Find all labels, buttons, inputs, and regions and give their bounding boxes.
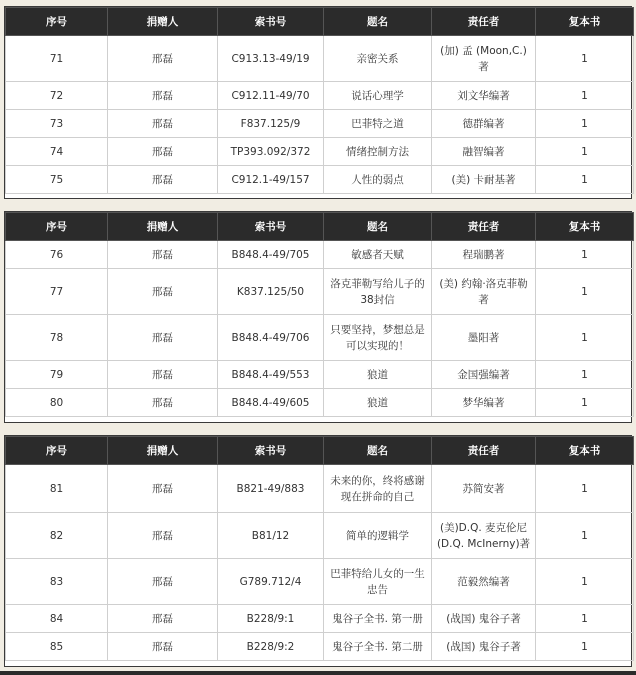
cell-seq: 79 — [6, 361, 108, 389]
cell-title: 洛克菲勒写给儿子的38封信 — [324, 269, 432, 315]
cell-title: 鬼谷子全书. 第一册 — [324, 605, 432, 633]
header-donor: 捐赠人 — [108, 437, 218, 465]
cell-donor: 邢磊 — [108, 269, 218, 315]
cell-call-number: K837.125/50 — [218, 269, 324, 315]
cell-donor: 邢磊 — [108, 465, 218, 513]
cell-donor: 邢磊 — [108, 389, 218, 417]
cell-call-number: C912.1-49/157 — [218, 166, 324, 194]
cell-call-number: B848.4-49/705 — [218, 241, 324, 269]
header-donor: 捐赠人 — [108, 213, 218, 241]
cell-copies: 1 — [536, 559, 634, 605]
cell-title: 亲密关系 — [324, 36, 432, 82]
table-row — [6, 633, 634, 661]
cell-copies: 1 — [536, 315, 634, 361]
cell-seq: 80 — [6, 389, 108, 417]
cell-seq: 77 — [6, 269, 108, 315]
cell-title: 只要坚持，梦想总是可以实现的！ — [324, 315, 432, 361]
cell-call-number: B228/9:1 — [218, 605, 324, 633]
cell-author: (战国) 鬼谷子著 — [432, 605, 536, 633]
cell-call-number: C913.13-49/19 — [218, 36, 324, 82]
cell-call-number: B228/9:2 — [218, 633, 324, 661]
header-author: 责任者 — [432, 213, 536, 241]
table-row — [6, 559, 634, 605]
cell-title: 情绪控制方法 — [324, 138, 432, 166]
header-author: 责任者 — [432, 437, 536, 465]
header-call-number: 索书号 — [218, 213, 324, 241]
cell-call-number: G789.712/4 — [218, 559, 324, 605]
cell-call-number: B848.4-49/553 — [218, 361, 324, 389]
header-row — [6, 213, 634, 241]
cell-author: 范毅然编著 — [432, 559, 536, 605]
cell-author: (战国) 鬼谷子著 — [432, 633, 536, 661]
header-call-number: 索书号 — [218, 437, 324, 465]
cell-author: 金国强编著 — [432, 361, 536, 389]
cell-title: 狼道 — [324, 361, 432, 389]
header-copies: 复本书 — [536, 213, 634, 241]
cell-copies: 1 — [536, 605, 634, 633]
cell-donor: 邢磊 — [108, 559, 218, 605]
table-block-2 — [4, 211, 632, 423]
header-seq: 序号 — [6, 437, 108, 465]
table-row — [6, 361, 634, 389]
header-copies: 复本书 — [536, 8, 634, 36]
cell-donor: 邢磊 — [108, 166, 218, 194]
cell-call-number: F837.125/9 — [218, 110, 324, 138]
cell-copies: 1 — [536, 110, 634, 138]
cell-copies: 1 — [536, 361, 634, 389]
cell-title: 巴菲特之道 — [324, 110, 432, 138]
cell-copies: 1 — [536, 389, 634, 417]
table-block-3 — [4, 435, 632, 667]
book-table-1 — [5, 7, 634, 194]
table-row — [6, 315, 634, 361]
cell-title: 未来的你，终将感谢现在拼命的自己 — [324, 465, 432, 513]
cell-copies: 1 — [536, 465, 634, 513]
header-row — [6, 8, 634, 36]
header-seq: 序号 — [6, 213, 108, 241]
header-title: 题名 — [324, 213, 432, 241]
cell-title: 巴菲特给儿女的一生忠告 — [324, 559, 432, 605]
table-row — [6, 110, 634, 138]
cell-donor: 邢磊 — [108, 633, 218, 661]
header-row — [6, 437, 634, 465]
cell-copies: 1 — [536, 82, 634, 110]
table-row — [6, 513, 634, 559]
book-table-3 — [5, 436, 634, 661]
cell-title: 说话心理学 — [324, 82, 432, 110]
cell-donor: 邢磊 — [108, 361, 218, 389]
header-donor: 捐赠人 — [108, 8, 218, 36]
cell-copies: 1 — [536, 633, 634, 661]
cell-seq: 81 — [6, 465, 108, 513]
cell-copies: 1 — [536, 138, 634, 166]
separator-band-1 — [0, 199, 636, 211]
cell-author: (加) 孟 (Moon,C.) 著 — [432, 36, 536, 82]
cell-seq: 78 — [6, 315, 108, 361]
table-row — [6, 166, 634, 194]
header-title: 题名 — [324, 8, 432, 36]
cell-call-number: B821-49/883 — [218, 465, 324, 513]
cell-donor: 邢磊 — [108, 315, 218, 361]
table-row — [6, 605, 634, 633]
book-table-2 — [5, 212, 634, 417]
cell-seq: 84 — [6, 605, 108, 633]
cell-author: (美) 约翰·洛克菲勒著 — [432, 269, 536, 315]
cell-title: 狼道 — [324, 389, 432, 417]
cell-author: (美) 卡耐基著 — [432, 166, 536, 194]
cell-call-number: B81/12 — [218, 513, 324, 559]
cell-copies: 1 — [536, 513, 634, 559]
cell-author: 梦华编著 — [432, 389, 536, 417]
cell-seq: 74 — [6, 138, 108, 166]
cell-title: 敏感者天赋 — [324, 241, 432, 269]
cell-copies: 1 — [536, 241, 634, 269]
cell-call-number: B848.4-49/706 — [218, 315, 324, 361]
table-row — [6, 389, 634, 417]
cell-call-number: TP393.092/372 — [218, 138, 324, 166]
cell-copies: 1 — [536, 166, 634, 194]
table-row — [6, 36, 634, 82]
header-author: 责任者 — [432, 8, 536, 36]
cell-copies: 1 — [536, 36, 634, 82]
table-row — [6, 269, 634, 315]
cell-donor: 邢磊 — [108, 110, 218, 138]
table-row — [6, 241, 634, 269]
cell-call-number: B848.4-49/605 — [218, 389, 324, 417]
cell-author: 程瑞鹏著 — [432, 241, 536, 269]
cell-donor: 邢磊 — [108, 36, 218, 82]
cell-seq: 76 — [6, 241, 108, 269]
cell-author: 刘文华编著 — [432, 82, 536, 110]
cell-donor: 邢磊 — [108, 605, 218, 633]
cell-donor: 邢磊 — [108, 82, 218, 110]
cell-author: 苏简安著 — [432, 465, 536, 513]
cell-donor: 邢磊 — [108, 513, 218, 559]
cell-seq: 83 — [6, 559, 108, 605]
cell-copies: 1 — [536, 269, 634, 315]
cell-author: (美)D.Q. 麦克伦尼 (D.Q. McInerny)著 — [432, 513, 536, 559]
header-call-number: 索书号 — [218, 8, 324, 36]
header-seq: 序号 — [6, 8, 108, 36]
cell-author: 融智编著 — [432, 138, 536, 166]
cell-seq: 82 — [6, 513, 108, 559]
cell-seq: 72 — [6, 82, 108, 110]
table-row — [6, 465, 634, 513]
cell-seq: 73 — [6, 110, 108, 138]
table-block-1 — [4, 6, 632, 199]
cell-seq: 71 — [6, 36, 108, 82]
header-title: 题名 — [324, 437, 432, 465]
table-row — [6, 82, 634, 110]
cell-donor: 邢磊 — [108, 138, 218, 166]
cell-call-number: C912.11-49/70 — [218, 82, 324, 110]
cell-title: 简单的逻辑学 — [324, 513, 432, 559]
table-row — [6, 138, 634, 166]
cell-title: 鬼谷子全书. 第二册 — [324, 633, 432, 661]
cell-seq: 75 — [6, 166, 108, 194]
cell-author: 德群编著 — [432, 110, 536, 138]
cell-donor: 邢磊 — [108, 241, 218, 269]
bottom-border — [0, 671, 636, 675]
cell-title: 人性的弱点 — [324, 166, 432, 194]
separator-band-2 — [0, 423, 636, 435]
cell-seq: 85 — [6, 633, 108, 661]
header-copies: 复本书 — [536, 437, 634, 465]
cell-author: 墨阳著 — [432, 315, 536, 361]
